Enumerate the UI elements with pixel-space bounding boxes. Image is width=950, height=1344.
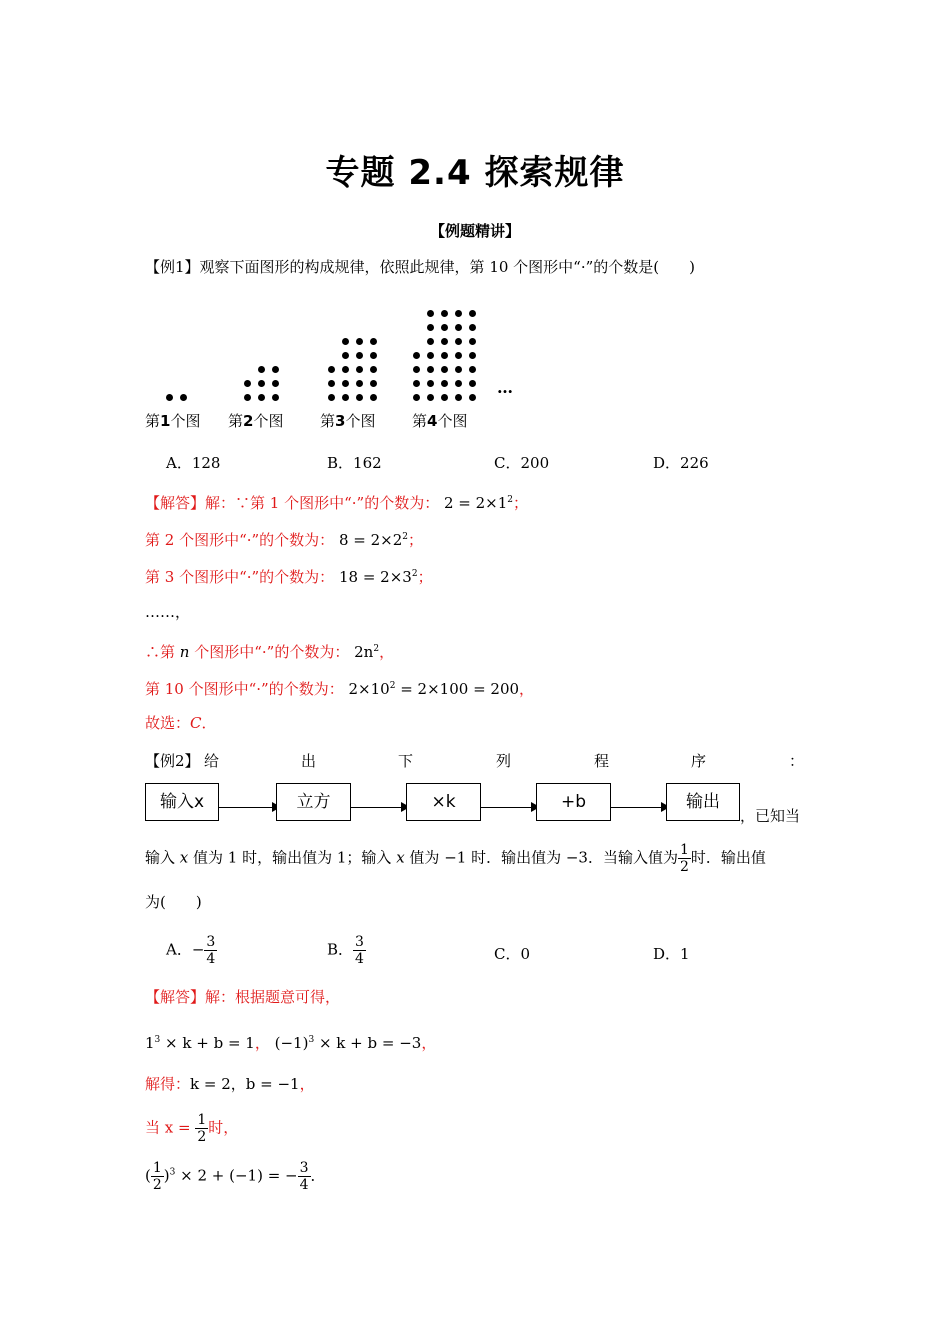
figure-4-dot	[427, 366, 434, 373]
solution2-line2: $1^3 \times k + b = 1$， $(-1)^3 \times k + b = -3$，	[145, 1034, 437, 1052]
figure-4-dot	[427, 324, 434, 331]
figure-3-dot	[342, 338, 349, 345]
figure-2-dot	[272, 366, 279, 373]
figure-1-dot	[180, 394, 187, 401]
figure-4-dot	[455, 366, 462, 373]
figure-4-dot	[469, 394, 476, 401]
solution2-line1: 【解答】解：根据题意可得，	[145, 988, 341, 1006]
flow-box-plus-b: +b	[536, 783, 611, 821]
figure-3-dot	[370, 394, 377, 401]
figure-3-dot	[342, 366, 349, 373]
figure-3-dot	[356, 380, 363, 387]
option2-a: A．− $\frac{3}{4}$	[166, 934, 216, 967]
figure-4-dot	[469, 338, 476, 345]
flow-arrow-1	[218, 807, 278, 808]
figure-4-dot	[469, 310, 476, 317]
figure-4-dot	[455, 310, 462, 317]
example2-char-7: ：	[789, 752, 805, 770]
section-heading: 【例题精讲】	[429, 222, 520, 240]
figure-4-dot	[413, 394, 420, 401]
page-title: 专题 2.4 探索规律	[325, 153, 625, 193]
figure-3-dot	[342, 380, 349, 387]
solution2-line5: ( $\frac{1}{2}$ )$^3$ × 2 + (−1) = − $\frac{3}{4}$ ．	[145, 1160, 326, 1193]
figure-4-dot	[469, 352, 476, 359]
figure-3-dot	[342, 394, 349, 401]
figure-label-1: 第1个图	[145, 412, 201, 430]
flow-arrow-4	[610, 807, 667, 808]
solution1-line1: 【解答】解：∵第 1 个图形中“·”的个数为： $2 = 2\times 1^2$；	[145, 494, 529, 512]
figure-3-dot	[370, 380, 377, 387]
figure-4-dot	[469, 380, 476, 387]
figure-3-dot	[356, 352, 363, 359]
figure-2-dot	[272, 380, 279, 387]
option-c: C．200	[494, 454, 550, 472]
figure-4-dot	[413, 352, 420, 359]
example2-after-boxes: ，已知当	[740, 807, 801, 825]
example2-char-6: 序	[691, 752, 707, 770]
figure-2-dot	[258, 366, 265, 373]
solution1-line4: ∴第 n 个图形中“·”的个数为： $2n^2$，	[145, 643, 395, 661]
figure-2-dot	[244, 380, 251, 387]
figure-4-dot	[455, 394, 462, 401]
figure-4-dot	[427, 352, 434, 359]
figure-4-dot	[455, 352, 462, 359]
figure-3-dot	[356, 394, 363, 401]
figure-4-dot	[469, 324, 476, 331]
figure-4-dot	[455, 324, 462, 331]
figure-2-dot	[272, 394, 279, 401]
figure-4-dot	[427, 380, 434, 387]
figure-3-dot	[356, 338, 363, 345]
example2-char-1: 给	[204, 752, 220, 770]
figure-4-dot	[427, 310, 434, 317]
figure-2-dot	[244, 394, 251, 401]
figure-1-dot	[166, 394, 173, 401]
fraction-half: $\frac{1}{2}$	[679, 842, 689, 875]
figure-4-dot	[455, 338, 462, 345]
flow-box-output: 输出	[666, 783, 740, 821]
figure-3-dot	[328, 394, 335, 401]
option-a: A．128	[166, 454, 221, 472]
solution2-line4: 当 x = $\frac{1}{2}$ 时，	[145, 1112, 239, 1145]
flow-arrow-3	[480, 807, 537, 808]
figure-4-dot	[441, 310, 448, 317]
flow-arrow-2	[350, 807, 407, 808]
figure-label-4: 第4个图	[412, 412, 468, 430]
figure-4-dot	[441, 338, 448, 345]
option2-c: C．0	[494, 945, 531, 963]
example2-char-5: 程	[594, 752, 610, 770]
figure-4-dot	[427, 338, 434, 345]
solution1-line2: 第 2 个图形中“·”的个数为： $8 = 2\times 2^2$；	[145, 531, 424, 549]
flow-box-input: 输入x	[145, 783, 219, 821]
figure-3-dot	[328, 380, 335, 387]
solution2-line3: 解得：k = 2，b = −1，	[145, 1075, 315, 1093]
figure-3-dot	[370, 338, 377, 345]
option-b: B．162	[327, 454, 382, 472]
figure-3-dot	[370, 366, 377, 373]
solution1-ellipsis: ……，	[145, 603, 191, 621]
figure-ellipsis: …	[497, 378, 513, 397]
example2-line3: 为( )	[145, 893, 202, 911]
figure-3-dot	[342, 352, 349, 359]
figure-4-dot	[413, 380, 420, 387]
example1-question: 【例1】观察下面图形的构成规律，依照此规律，第 10 个图形中“·”的个数是( )	[145, 258, 695, 276]
figure-2-dot	[258, 380, 265, 387]
figure-4-dot	[469, 366, 476, 373]
solution1-line5: 第 10 个图形中“·”的个数为： $2\times 10^2 = 2\times 100 = 200$，	[145, 680, 535, 698]
figure-3-dot	[356, 366, 363, 373]
solution1-answer: 故选：C．	[145, 714, 217, 732]
example2-char-2: 出	[301, 752, 317, 770]
option-d: D．226	[653, 454, 709, 472]
figure-label-3: 第3个图	[320, 412, 376, 430]
figure-4-dot	[441, 366, 448, 373]
figure-4-dot	[441, 352, 448, 359]
option2-b: B． $\frac{3}{4}$	[327, 934, 364, 967]
figure-4-dot	[455, 380, 462, 387]
example2-line2: 输入 x 值为 1 时，输出值为 1；输入 x 值为 −1 时．输出值为 −3．当输入值为 $\frac{1}{2}$ 时．输出值	[145, 842, 766, 875]
figure-4-dot	[441, 380, 448, 387]
flow-box-times-k: ×k	[406, 783, 481, 821]
example2-char-3: 下	[398, 752, 414, 770]
example2-label: 【例2】	[145, 752, 200, 770]
figure-2-dot	[258, 394, 265, 401]
figure-label-2: 第2个图	[228, 412, 284, 430]
solution1-line3: 第 3 个图形中“·”的个数为： $18 = 2\times 3^2$；	[145, 568, 433, 586]
figure-4-dot	[413, 366, 420, 373]
example2-char-4: 列	[496, 752, 512, 770]
figure-4-dot	[441, 324, 448, 331]
figure-4-dot	[441, 394, 448, 401]
option2-d: D．1	[653, 945, 690, 963]
figure-3-dot	[370, 352, 377, 359]
figure-4-dot	[427, 394, 434, 401]
flow-box-cube: 立方	[276, 783, 351, 821]
figure-3-dot	[328, 366, 335, 373]
